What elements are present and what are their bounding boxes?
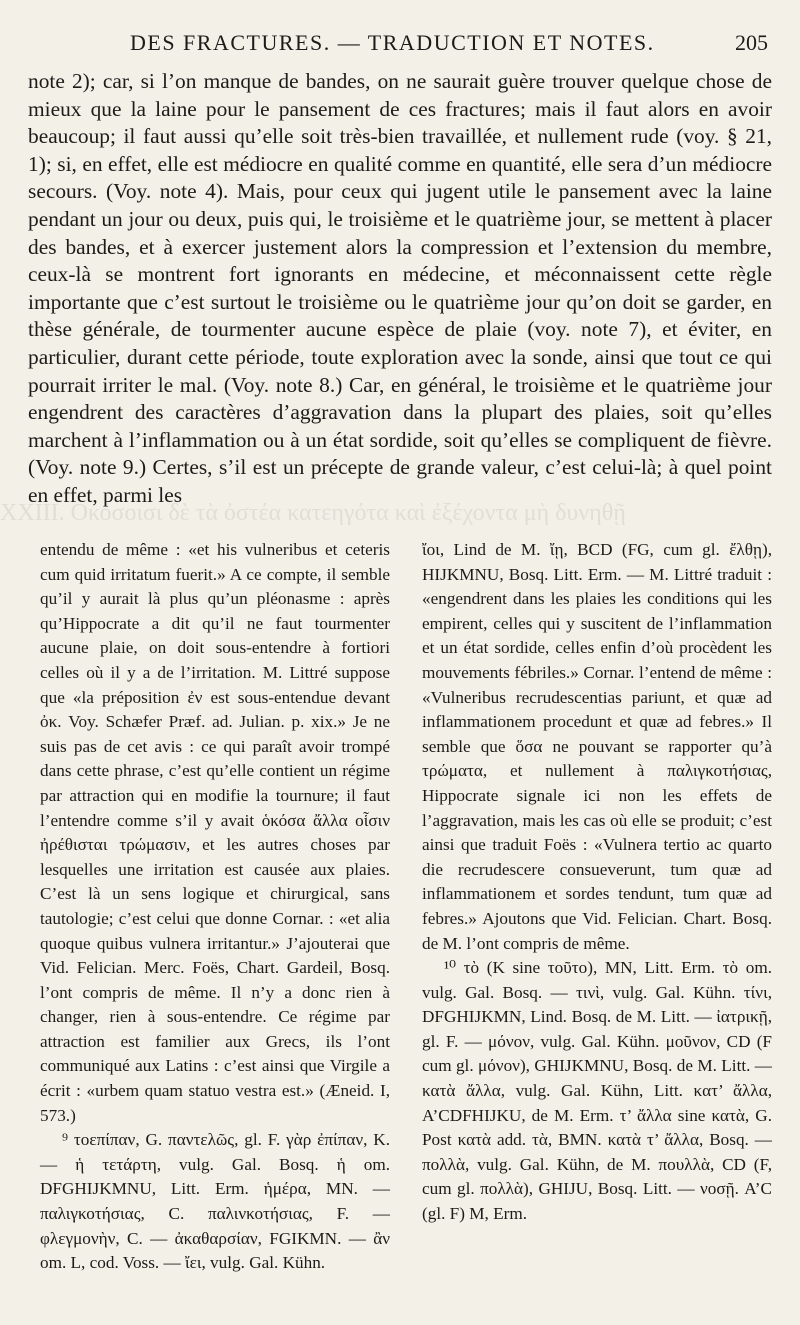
page-header (130, 30, 768, 64)
page-number: 205 (735, 30, 768, 55)
running-head: DES FRACTURES. — TRADUCTION ET NOTES. (130, 30, 655, 55)
bleed-through-text: XXIII. Οκόσοισι δὲ τὰ ὀστέα κατεηγότα καὶ ἐξέχοντα μὴ δυνηθῇ (0, 500, 626, 526)
notes-left-column (40, 538, 390, 1276)
note-9: ⁹ τοεπίπαν, G. παντελῶς, gl. F. γὰρ ἐπίπαν, K. — ἡ τετάρτη, vulg. Gal. Bosq. ἡ om. DFGHIJKMNU, Litt. Erm. ἡμέρα, MN. — παλιγκοτήσιας, C. παλινκοτήσιας, F. — φλεγμονὴν, C. — ἀκαθαρσίαν, FGIKMN. — ἂν om. L, cod. Voss. — ἴει, vulg. Gal. Kühn. (40, 1130, 390, 1273)
note-continuation: entendu de même : «et his vulneribus et ceteris cum quid irritatum fuerit.» A ce compte, il semble qu’il y aurait là plus qu’un pléonasme : après qu’Hippocrate a dit qu’il ne faut tourmenter aucune plaie, on doit sous-entendre à fortiori celles où il y a de l’irritation. M. Littré suppose que «la préposition ἐν est sous-entendue devant ὀκ. Voy. Schæfer Præf. ad. Julian. p. xix.» Je ne suis pas de cet avis : ce qui paraît avoir trompé dans cette phrase, c’est qu’elle contient un régime par attraction qui en modifie la tournure; il faut l’entendre comme s’il y avait ὁκόσα ἄλλα οἷσιν ἠρέθισται τρώμασιν, et les autres choses par lesquelles une irritation est causée aux plaies. C’est là un sens logique et chirurgical, sans tautologie; c’est celui que donne Cornar. : «et alia quoque quibus vulnera irritantur.» J’ajouterai que Vid. Felician. Merc. Foës, Chart. Gardeil, Bosq. l’ont compris de même. Il n’y a donc rien à changer, rien à sous-entendre. Ce régime par attraction est familier aux Grecs, ils l’ont communiqué aux Latins : c’est ainsi que Virgile a écrit : «urbem quam statuo vestra est.» (Æneid. I, 573.) (40, 540, 390, 1125)
note-10: ¹⁰ τὸ (K sine τοῦτο), MN, Litt. Erm. τὸ om. vulg. Gal. Bosq. — τινὶ, vulg. Gal. Kühn. τίνι, DFGHIJKMN, Lind. Bosq. de M. Litt. — ἰατρικῇ, gl. F. — μόνον, vulg. Gal. Kühn. μοῦνον, CD (F cum gl. μόνον), GHIJKMNU, Bosq. de M. Litt. — κατὰ ἄλλα, vulg. Gal. Kühn, Litt. κατ’ ἄλλα, A’CDFHIJKU, de M. Erm. τ’ ἄλλα sine κατὰ, G. Post κατὰ add. τὰ, BMN. κατὰ τ’ ἄλλα, Bosq. — πολλὰ, vulg. Gal. Kühn, de M. πουλλὰ, CD (F, cum gl. πολλὰ), GHIJU, Bosq. Litt. — νοσῇ. A’C (gl. F) M, Erm. (422, 958, 772, 1224)
main-text (28, 68, 772, 510)
footnotes (40, 538, 772, 1276)
notes-right-column (422, 538, 772, 1276)
main-paragraph: note 2); car, si l’on manque de bandes, on ne saurait guère trouver quelque chose de mieux que la laine pour le pansement de ces fractures; mais il faut alors en avoir beaucoup; il faut aussi qu’elle soit très-bien travaillée, et nullement rude (voy. § 21, 1); si, en effet, elle est médiocre en qualité comme en quantité, elle sera d’un médiocre secours. (Voy. note 4). Mais, pour ceux qui jugent utile le pansement avec la laine pendant un jour ou deux, puis qui, le troisième et le quatrième jour, se mettent à placer des bandes, et à exercer justement alors la compression et l’extension du membre, ceux-là se montrent fort ignorants en médecine, et méconnaissent cette règle importante que c’est surtout le troisième ou le quatrième jour qu’on doit se garder, en thèse générale, de tourmenter aucune espèce de plaie (voy. note 7), et éviter, en particulier, durant cette période, toute exploration avec la sonde, ainsi que tout ce qui pourrait irriter le mal. (Voy. note 8.) Car, en général, le troisième et le quatrième jour engendrent des caractères d’aggravation dans la plupart des plaies, soit qu’elles marchent à l’inflammation ou à un état sordide, soit qu’elles se compliquent de fièvre. (Voy. note 9.) Certes, s’il est un précepte de grande valeur, c’est celui-là; à quel point en effet, parmi les (28, 69, 772, 507)
note-9-continuation: ἴοι, Lind de M. ἴῃ, BCD (FG, cum gl. ἔλθῃ), HIJKMNU, Bosq. Litt. Erm. — M. Littré traduit : «engendrent dans les plaies les conditions qui les empirent, celles qui y suscitent de l’inflammation et un état sordide, celles enfin d’où procèdent les mouvements fébriles.» Cornar. l’entend de même : «Vulneribus recrudescentias pariunt, et quæ ad inflammationem procedunt et quæ ad febres.» Il semble que ὅσα ne pouvant se rapporter qu’à τρώματα, et nullement à παλιγκοτήσιας, Hippocrate signale ici non les effets de l’aggravation, mais les cas où elle se produit; c’est ainsi que traduit Foës : «Vulnera tertio ac quarto die recrudescere consueverunt, tum quæ ad inflammationem et sordes tendunt, tum quæ ad febres.» Ajoutons que Vid. Felician. Chart. Bosq. de M. l’ont compris de même. (422, 540, 772, 953)
